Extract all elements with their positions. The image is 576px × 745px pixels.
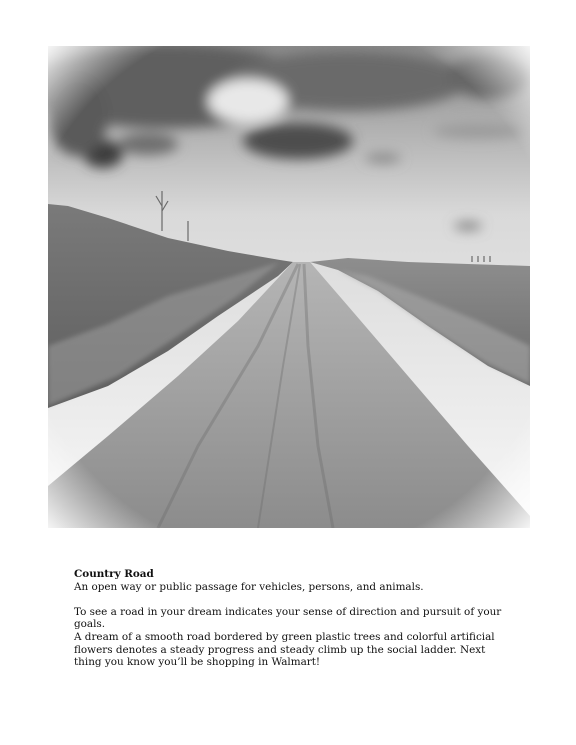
entry-definition: An open way or public passage for vehicles, persons, and animals. [74, 580, 424, 593]
road-photo [48, 46, 530, 528]
road-photo-graphic [48, 46, 530, 528]
entry-title: Country Road [74, 568, 154, 580]
entry-paragraph-2: A dream of a smooth road bordered by green plastic trees and colorful artificial flowers denotes a steady progress and steady climb up the social ladder. Next thing you know you’ll be shopping in Walmart! [74, 630, 495, 669]
vignette [48, 46, 530, 528]
entry-paragraph-1: To see a road in your dream indicates your sense of direction and pursuit of your goals. [74, 605, 502, 631]
dictionary-entry [74, 568, 514, 669]
paragraph-spacer [74, 593, 514, 606]
